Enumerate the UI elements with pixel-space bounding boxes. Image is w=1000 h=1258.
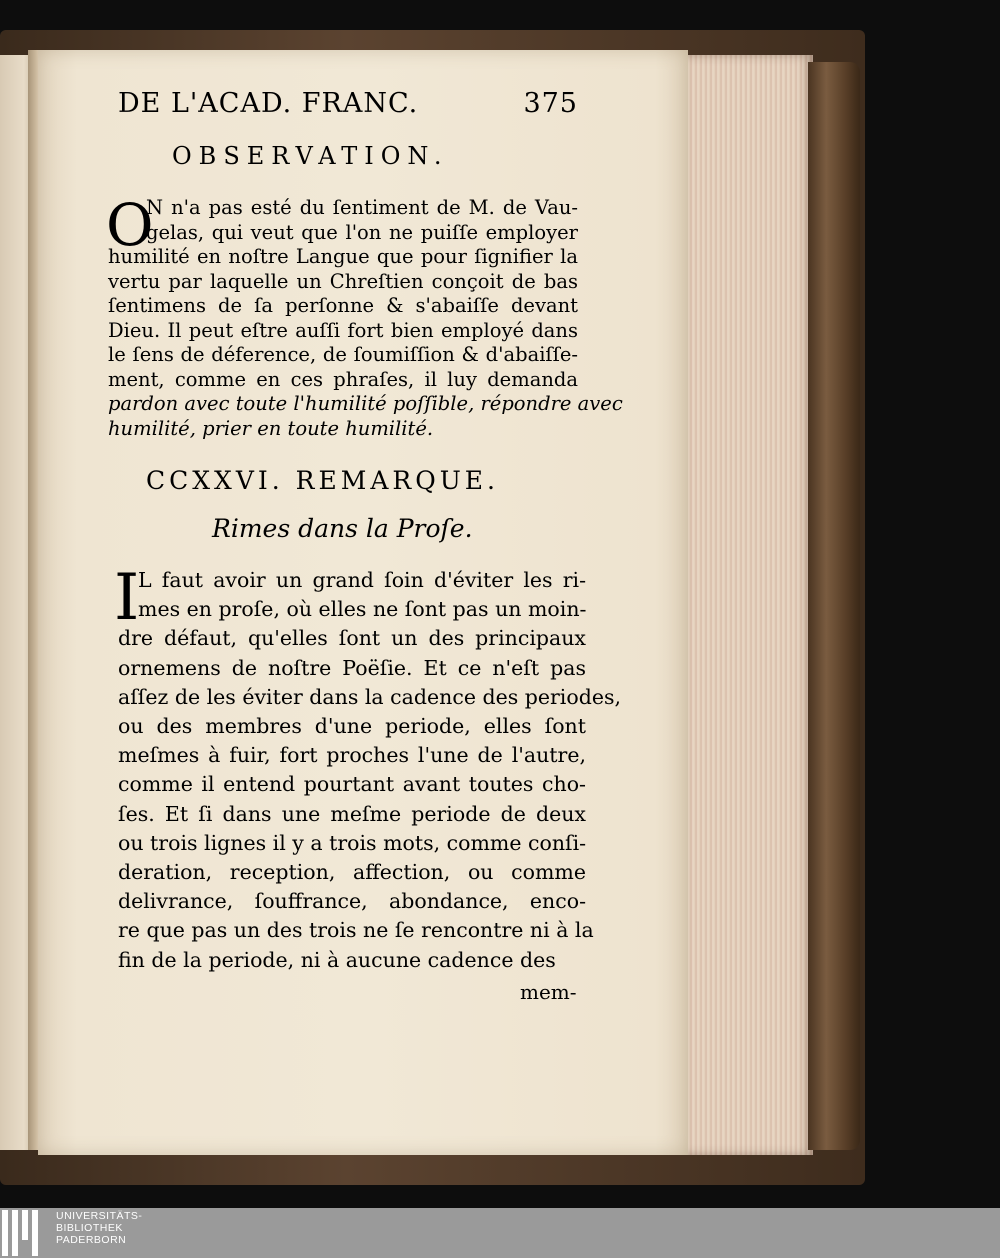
page-fore-edge <box>688 55 813 1155</box>
remark-dropcap: I <box>114 561 140 635</box>
text-line: Dieu. Il peut eſtre auſſi fort bien employé dans <box>108 318 578 342</box>
text-line: ornemens de noſtre Poëſie. Et ce n'eſt pas <box>118 655 586 680</box>
text-line: humilité, prier en toute humilité. <box>108 416 434 440</box>
observation-title: OBSERVATION. <box>172 142 449 170</box>
text-line: deration, reception, affection, ou comme <box>118 860 586 885</box>
text-line: le ſens de déference, de ſoumiſſion & d'abaiſſe- <box>108 343 578 366</box>
text-line: N n'a pas esté du ſentiment de M. de Vau- <box>146 196 578 219</box>
text-line: ment, comme en ces phraſes, il luy demanda <box>108 367 578 391</box>
library-logo-icon <box>0 1210 46 1256</box>
text-line: aſſez de les éviter dans la cadence des periodes, <box>118 684 622 709</box>
remark-text <box>118 566 622 975</box>
page-number: 375 <box>523 88 578 119</box>
text-line: ou trois lignes il y a trois mots, comme conſi- <box>118 830 587 855</box>
text-line: ſes. Et ſi dans une meſme periode de deux <box>118 801 586 826</box>
text-line: gelas, qui veut que l'on ne puiſſe employer <box>146 220 578 244</box>
text-line: fin de la periode, ni à aucune cadence des <box>118 947 556 972</box>
remark-subtitle: Rimes dans la Proſe. <box>212 514 473 543</box>
logo-line: UNIVERSITÄTS- <box>56 1210 143 1222</box>
running-head-title: DE L'ACAD. FRANC. <box>118 88 419 119</box>
text-line: L faut avoir un grand ſoin d'éviter les ri- <box>138 568 586 592</box>
remark-title: CCXXVI. REMARQUE. <box>146 466 499 495</box>
text-line: re que pas un des trois ne ſe rencontre ni à la <box>118 918 594 943</box>
observation-text <box>106 191 623 441</box>
cover-edge <box>808 62 860 1150</box>
text-line: vertu par laquelle un Chreſtien conçoit de bas <box>108 269 578 293</box>
text-line: ou des membres d'une periode, elles ſont <box>118 714 586 739</box>
running-head <box>118 88 578 119</box>
logo-line: BIBLIOTHEK <box>56 1222 123 1234</box>
text-line: comme il entend pourtant avant toutes cho- <box>118 772 586 797</box>
text-line: humilité en noſtre Langue que pour ſignifier la <box>108 245 578 268</box>
text-line: ſentimens de ſa perſonne & s'abaiſſe devant <box>108 294 578 317</box>
text-line: dre défaut, qu'elles ſont un des principaux <box>118 626 586 651</box>
text-line: delivrance, ſouffrance, abondance, enco- <box>118 889 586 914</box>
text-line: pardon avec toute l'humilité poſſible, répondre avec <box>108 392 623 415</box>
logo-line: PADERBORN <box>56 1234 127 1246</box>
observation-dropcap: O <box>106 191 154 259</box>
footer-bar <box>0 1208 1000 1258</box>
library-logo-text <box>56 1210 142 1246</box>
text-line: mes en proſe, où elles ne ſont pas un moin- <box>138 597 587 622</box>
catchword: mem- <box>520 980 577 1004</box>
text-line: meſmes à fuir, fort proches l'une de l'autre, <box>118 743 586 768</box>
